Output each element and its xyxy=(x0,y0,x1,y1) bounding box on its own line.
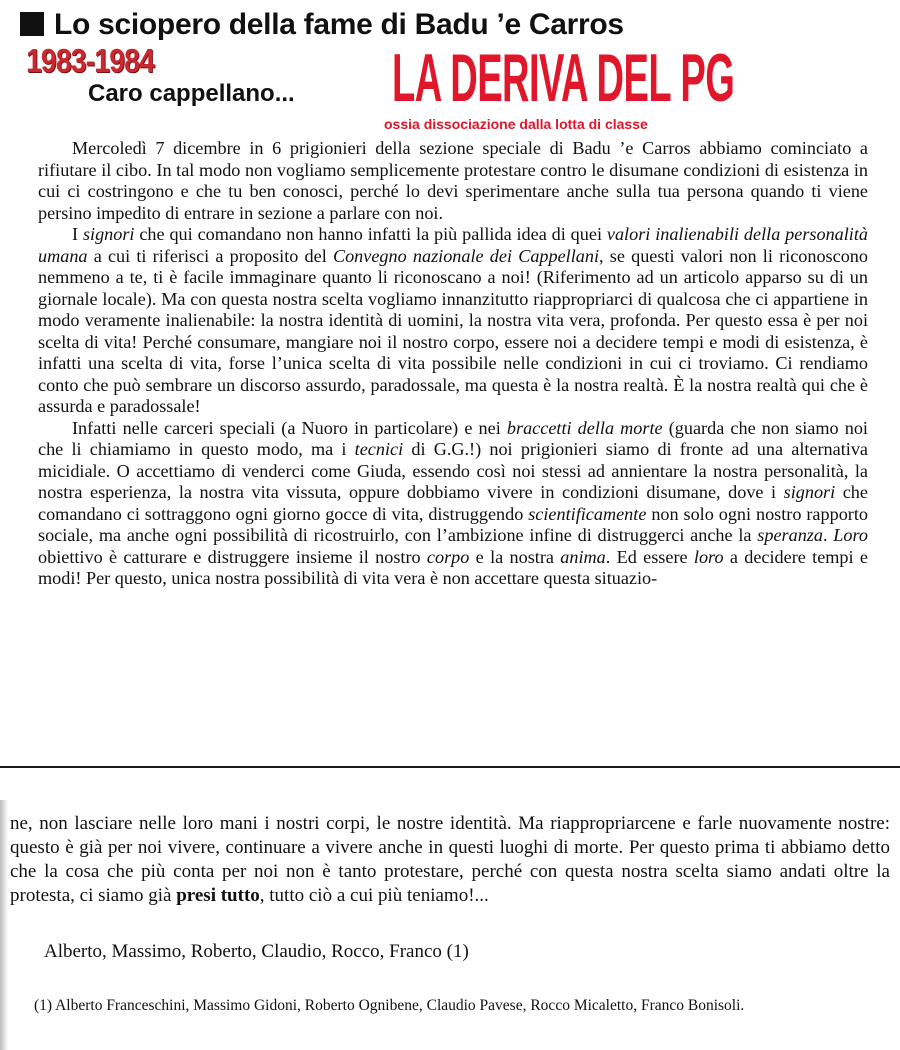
text-run: . Ed essere xyxy=(605,546,694,567)
signature-line: Alberto, Massimo, Roberto, Claudio, Rocco, Franco (1) xyxy=(44,941,469,962)
subhead: Caro cappellano... xyxy=(88,80,295,107)
text-run: I xyxy=(72,224,83,244)
italic-run: valori inalienabili della personalità umana xyxy=(38,224,869,266)
italic-run: signori xyxy=(783,482,836,502)
italic-run: tecnici xyxy=(354,439,404,459)
paragraph-2 xyxy=(38,224,868,418)
text-run: ne, non lasciare nelle loro mani i nostri corpi, le nostre identità. Ma riappropriarcene e farle nuovamente nostre: questo è già per noi vivere, continuare a vivere anche in questi luoghi di morte. Per questo prima ti abbiamo detto che la cosa che più conta per noi non è tanto protestare, perché con questa nostra scelta siamo andati oltre la protesta, ci siamo già xyxy=(10,813,890,906)
italic-run: Loro xyxy=(833,525,869,545)
red-subtitle: ossia dissociazione dalla lotta di classe xyxy=(384,116,648,132)
article-body xyxy=(38,138,868,590)
page-divider xyxy=(0,766,900,768)
italic-run: corpo xyxy=(426,546,470,567)
text-run: non solo ogni nostro rapporto sociale, ma anche ogni possibilità di ricostruirlo, con l’ambizione infine di distruggerci anche la xyxy=(38,503,868,545)
big-title: LA DERIVA DEL PG xyxy=(392,40,735,116)
text-run: e la nostra xyxy=(469,546,561,567)
text-run: a cui ti riferisci a proposito del xyxy=(87,245,333,266)
text-run: , se questi valori non li riconoscono nemmeno a te, ti è facile immaginare quanto li riconoscano a noi! (Riferimento ad un articolo apparso su di un giornale locale). Ma con questa nostra scelta vogliamo innanzitutto riappropriarci di qualcosa che ci appartiene in modo veramente inalienabile: la nostra identità di uomini, la nostra vita vera, profonda. Per questo essa è per noi scelta di vita! Perché consumare, mangiare noi il nostro corpo, essere noi a decidere tempi e modi di esistenza, è infatti una scelta di vita, forse l’unica scelta di vita possibile nelle condizioni in cui ci troviamo. Ci rendiamo conto che può sembrare un discorso assurdo, paradossale, ma questa è la nostra realtà. È la nostra realtà qui che è assurda e paradossale! xyxy=(38,245,868,416)
paragraph-1: Mercoledì 7 dicembre in 6 prigionieri della sezione speciale di Badu ’e Carros abbiamo cominciato a rifiutare il cibo. In tal modo non vogliamo semplicemente protestare contro le disumane condizioni di esistenza in cui ci costringono e che tu ben conosci, perché lo devi sperimentare anche sulla tua persona quando ti viene persino impedito di entrare in sezione a parlare con noi. xyxy=(38,138,868,223)
text-run: . xyxy=(822,525,834,545)
footnote: (1) Alberto Franceschini, Massimo Gidoni, Roberto Ognibene, Claudio Pavese, Rocco Micaletto, Franco Bonisoli. xyxy=(34,997,745,1014)
italic-run: signori xyxy=(82,224,135,244)
years-label: 1983-1984 xyxy=(26,42,154,79)
italic-run: scientificamente xyxy=(528,503,647,524)
bold-run: presi tutto xyxy=(176,885,260,906)
paragraph-3 xyxy=(38,418,868,590)
italic-run: loro xyxy=(693,546,724,567)
text-run: a decidere tempi e modi! Per questo, unica nostra possibilità di vita vera è non accettare questa situazio- xyxy=(38,546,868,588)
continuation-body xyxy=(10,812,890,908)
italic-run: speranza xyxy=(757,525,823,545)
text-run: che qui comandano non hanno infatti la più pallida idea di quei xyxy=(134,224,607,244)
italic-run: braccetti della morte xyxy=(506,417,663,438)
text-run: che comandano ci sottraggono ogni giorno gocce di vita, distruggendo xyxy=(38,482,868,524)
text-run: , tutto ciò a cui più teniamo!... xyxy=(259,885,489,906)
headline-text: Lo sciopero della fame di Badu ’e Carros xyxy=(54,8,624,41)
italic-run: anima xyxy=(560,546,606,567)
bullet-square-icon xyxy=(20,12,44,36)
text-run: di G.G.!) noi prigionieri siamo di fronte ad una alternativa micidiale. O accettiamo di venderci come Giuda, essendo così noi stessi ad annientare la nostra personalità, la nostra esperienza, la nostra vita vissuta, oppure dobbiamo vivere in condizioni disumane, dove i xyxy=(38,439,868,502)
italic-run: Convegno nazionale dei Cappellani xyxy=(332,245,600,266)
headline xyxy=(20,8,880,42)
scan-shadow xyxy=(0,800,8,1050)
continuation-paragraph xyxy=(10,812,890,908)
text-run: (guarda che non siamo noi che li chiamiamo in questo modo, ma i xyxy=(38,417,868,459)
text-run: Infatti nelle carceri speciali (a Nuoro in particolare) e nei xyxy=(72,417,507,438)
text-run: obiettivo è catturare e distruggere insieme il nostro xyxy=(38,546,427,567)
